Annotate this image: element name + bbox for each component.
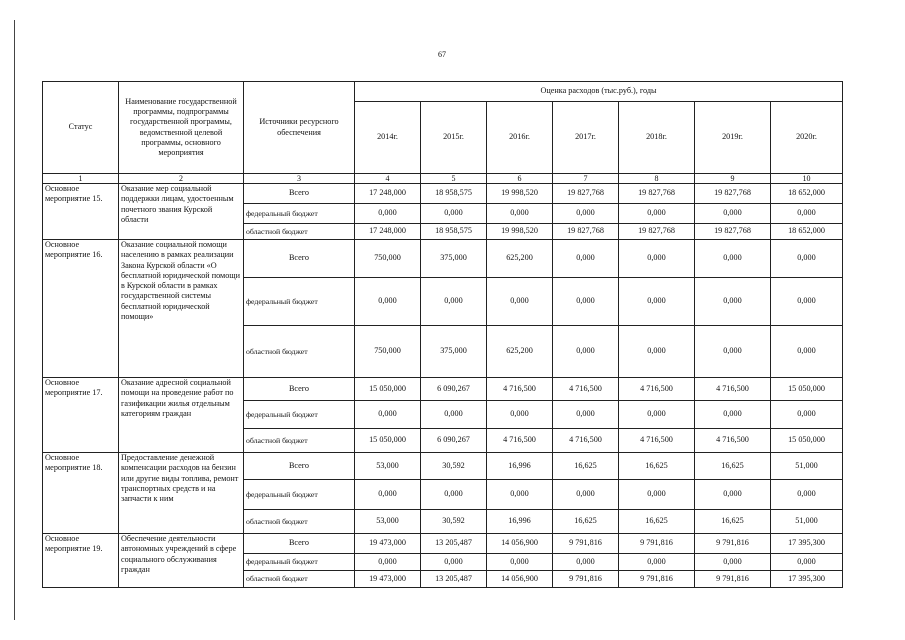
amount-cell: 0,000 (695, 278, 771, 326)
amount-cell: 16,625 (553, 510, 619, 534)
source-label-regional: областной бюджет (244, 429, 355, 453)
table-row (43, 453, 843, 480)
amount-cell: 0,000 (421, 480, 487, 510)
amount-cell: 750,000 (355, 326, 421, 378)
amount-cell: 4 716,500 (553, 429, 619, 453)
event-status: Основное мероприятие 16. (43, 240, 119, 378)
amount-cell: 13 205,487 (421, 571, 487, 588)
event-name: Предоставление денежной компенсации расходов на бензин или другие виды топлива, ремонт транспортных средств и на запчасти к ним (119, 453, 244, 534)
amount-cell: 14 056,900 (487, 571, 553, 588)
amount-cell: 0,000 (619, 554, 695, 571)
amount-cell: 19 827,768 (619, 224, 695, 240)
header-name: Наименование государственной программы, подпрограммы государственной программы, ведомственной целевой программы, основного мероприятия (119, 82, 244, 174)
amount-cell: 4 716,500 (695, 429, 771, 453)
amount-cell: 14 056,900 (487, 534, 553, 554)
header-status: Статус (43, 82, 119, 174)
column-index: 9 (695, 174, 771, 184)
source-label-federal: федеральный бюджет (244, 204, 355, 224)
amount-cell: 17 395,300 (771, 534, 843, 554)
event-name: Оказание адресной социальной помощи на проведение работ по газификации жилья отдельным категориям граждан (119, 378, 244, 453)
amount-cell: 0,000 (771, 278, 843, 326)
amount-cell: 16,625 (695, 510, 771, 534)
event-status: Основное мероприятие 17. (43, 378, 119, 453)
source-label-total: Всего (244, 378, 355, 401)
header-year: 2019г. (695, 102, 771, 174)
amount-cell: 750,000 (355, 240, 421, 278)
table-row (43, 184, 843, 204)
amount-cell: 0,000 (619, 326, 695, 378)
amount-cell: 0,000 (553, 278, 619, 326)
source-label-regional: областной бюджет (244, 326, 355, 378)
amount-cell: 0,000 (771, 401, 843, 429)
header-year: 2015г. (421, 102, 487, 174)
amount-cell: 0,000 (355, 480, 421, 510)
header-estimate: Оценка расходов (тыс.руб.), годы (355, 82, 843, 102)
amount-cell: 0,000 (619, 401, 695, 429)
amount-cell: 0,000 (771, 204, 843, 224)
amount-cell: 0,000 (487, 401, 553, 429)
amount-cell: 4 716,500 (553, 378, 619, 401)
table-row (43, 378, 843, 401)
amount-cell: 9 791,816 (619, 571, 695, 588)
amount-cell: 19 827,768 (695, 184, 771, 204)
amount-cell: 16,625 (553, 453, 619, 480)
source-label-federal: федеральный бюджет (244, 278, 355, 326)
amount-cell: 53,000 (355, 510, 421, 534)
source-label-total: Всего (244, 184, 355, 204)
header-year: 2014г. (355, 102, 421, 174)
event-status: Основное мероприятие 15. (43, 184, 119, 240)
amount-cell: 0,000 (553, 554, 619, 571)
amount-cell: 4 716,500 (619, 378, 695, 401)
amount-cell: 0,000 (771, 554, 843, 571)
amount-cell: 16,625 (695, 453, 771, 480)
amount-cell: 19 827,768 (553, 224, 619, 240)
amount-cell: 0,000 (619, 204, 695, 224)
amount-cell: 19 473,000 (355, 534, 421, 554)
source-label-federal: федеральный бюджет (244, 401, 355, 429)
amount-cell: 15 050,000 (355, 429, 421, 453)
source-label-federal: федеральный бюджет (244, 554, 355, 571)
amount-cell: 625,200 (487, 326, 553, 378)
amount-cell: 4 716,500 (695, 378, 771, 401)
amount-cell: 0,000 (487, 278, 553, 326)
amount-cell: 6 090,267 (421, 429, 487, 453)
column-index: 8 (619, 174, 695, 184)
source-label-regional: областной бюджет (244, 510, 355, 534)
amount-cell: 4 716,500 (487, 429, 553, 453)
amount-cell: 0,000 (619, 480, 695, 510)
budget-table (42, 81, 843, 588)
amount-cell: 0,000 (695, 401, 771, 429)
amount-cell: 0,000 (553, 480, 619, 510)
table-header (43, 82, 843, 184)
amount-cell: 0,000 (355, 278, 421, 326)
header-year: 2017г. (553, 102, 619, 174)
amount-cell: 17 248,000 (355, 184, 421, 204)
source-label-total: Всего (244, 240, 355, 278)
amount-cell: 0,000 (421, 204, 487, 224)
amount-cell: 0,000 (355, 554, 421, 571)
amount-cell: 17 395,300 (771, 571, 843, 588)
event-status: Основное мероприятие 19. (43, 534, 119, 588)
scan-edge-line (14, 20, 15, 620)
amount-cell: 0,000 (421, 278, 487, 326)
amount-cell: 19 827,768 (619, 184, 695, 204)
column-index-row (43, 174, 843, 184)
column-index: 2 (119, 174, 244, 184)
column-index: 7 (553, 174, 619, 184)
amount-cell: 18 958,575 (421, 184, 487, 204)
amount-cell: 13 205,487 (421, 534, 487, 554)
amount-cell: 9 791,816 (553, 534, 619, 554)
amount-cell: 0,000 (421, 401, 487, 429)
column-index: 6 (487, 174, 553, 184)
amount-cell: 0,000 (695, 240, 771, 278)
event-name: Обеспечение деятельности автономных учреждений в сфере социального обслуживания граждан (119, 534, 244, 588)
amount-cell: 18 958,575 (421, 224, 487, 240)
amount-cell: 16,625 (619, 453, 695, 480)
amount-cell: 4 716,500 (619, 429, 695, 453)
amount-cell: 53,000 (355, 453, 421, 480)
amount-cell: 375,000 (421, 326, 487, 378)
source-label-regional: областной бюджет (244, 224, 355, 240)
amount-cell: 625,200 (487, 240, 553, 278)
amount-cell: 30,592 (421, 453, 487, 480)
amount-cell: 0,000 (355, 204, 421, 224)
amount-cell: 9 791,816 (553, 571, 619, 588)
header-year: 2018г. (619, 102, 695, 174)
amount-cell: 0,000 (487, 480, 553, 510)
event-name: Оказание мер социальной поддержки лицам, удостоенным почетного звания Курской области (119, 184, 244, 240)
table-body (43, 184, 843, 588)
event-name: Оказание социальной помощи населению в рамках реализации Закона Курской области «О бесплатной юридической помощи в Курской области в рамках государственной системы бесплатной юридической помощи» (119, 240, 244, 378)
amount-cell: 30,592 (421, 510, 487, 534)
amount-cell: 0,000 (771, 480, 843, 510)
column-index: 1 (43, 174, 119, 184)
column-index: 5 (421, 174, 487, 184)
column-index: 4 (355, 174, 421, 184)
amount-cell: 0,000 (619, 278, 695, 326)
amount-cell: 0,000 (553, 204, 619, 224)
amount-cell: 15 050,000 (771, 378, 843, 401)
amount-cell: 51,000 (771, 510, 843, 534)
amount-cell: 0,000 (695, 326, 771, 378)
source-label-federal: федеральный бюджет (244, 480, 355, 510)
amount-cell: 0,000 (487, 554, 553, 571)
amount-cell: 16,625 (619, 510, 695, 534)
source-label-total: Всего (244, 453, 355, 480)
amount-cell: 0,000 (695, 554, 771, 571)
amount-cell: 0,000 (355, 401, 421, 429)
amount-cell: 19 998,520 (487, 184, 553, 204)
table-row (43, 240, 843, 278)
amount-cell: 19 827,768 (695, 224, 771, 240)
amount-cell: 19 473,000 (355, 571, 421, 588)
amount-cell: 0,000 (487, 204, 553, 224)
page-number: 67 (438, 50, 446, 59)
amount-cell: 15 050,000 (771, 429, 843, 453)
amount-cell: 0,000 (553, 401, 619, 429)
amount-cell: 0,000 (695, 480, 771, 510)
amount-cell: 0,000 (421, 554, 487, 571)
amount-cell: 0,000 (553, 326, 619, 378)
amount-cell: 19 998,520 (487, 224, 553, 240)
amount-cell: 9 791,816 (695, 534, 771, 554)
amount-cell: 0,000 (695, 204, 771, 224)
amount-cell: 0,000 (619, 240, 695, 278)
column-index: 10 (771, 174, 843, 184)
amount-cell: 18 652,000 (771, 224, 843, 240)
amount-cell: 375,000 (421, 240, 487, 278)
source-label-regional: областной бюджет (244, 571, 355, 588)
amount-cell: 6 090,267 (421, 378, 487, 401)
column-index: 3 (244, 174, 355, 184)
amount-cell: 18 652,000 (771, 184, 843, 204)
header-sources: Источники ресурсного обеспечения (244, 82, 355, 174)
amount-cell: 51,000 (771, 453, 843, 480)
amount-cell: 9 791,816 (695, 571, 771, 588)
event-status: Основное мероприятие 18. (43, 453, 119, 534)
amount-cell: 17 248,000 (355, 224, 421, 240)
header-year: 2016г. (487, 102, 553, 174)
amount-cell: 16,996 (487, 453, 553, 480)
amount-cell: 19 827,768 (553, 184, 619, 204)
amount-cell: 0,000 (771, 240, 843, 278)
amount-cell: 15 050,000 (355, 378, 421, 401)
amount-cell: 0,000 (553, 240, 619, 278)
amount-cell: 4 716,500 (487, 378, 553, 401)
header-year: 2020г. (771, 102, 843, 174)
amount-cell: 0,000 (771, 326, 843, 378)
amount-cell: 9 791,816 (619, 534, 695, 554)
source-label-total: Всего (244, 534, 355, 554)
amount-cell: 16,996 (487, 510, 553, 534)
table-row (43, 534, 843, 554)
